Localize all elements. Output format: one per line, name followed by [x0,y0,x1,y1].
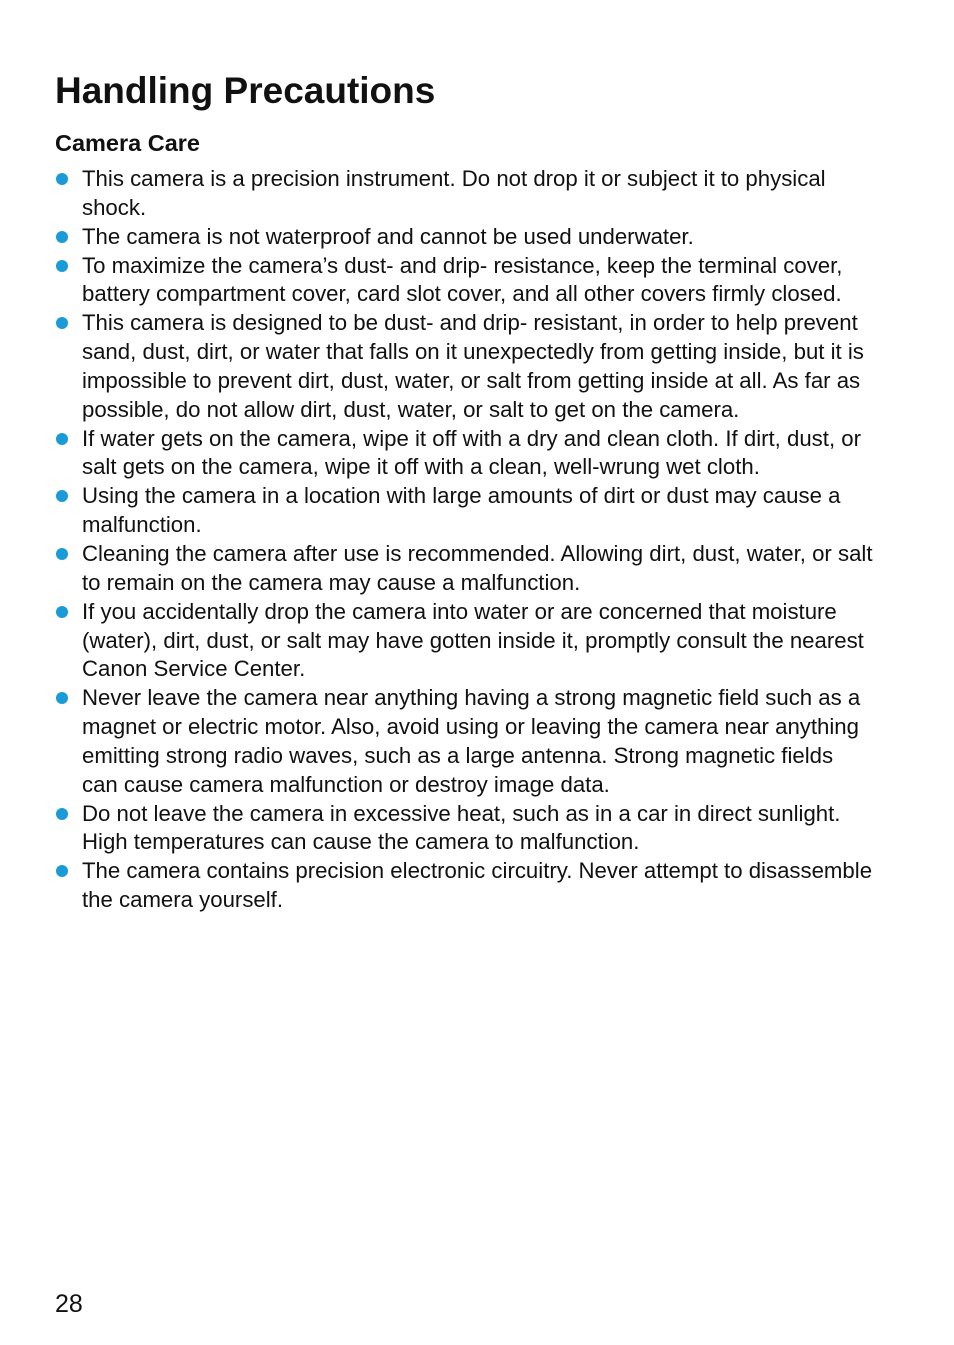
list-item-text: Do not leave the camera in excessive heat, such as in a car in direct sunlight. High temperatures can cause the camera to malfunction. [82,800,841,855]
list-item [55,800,875,858]
list-item [55,598,875,685]
list-item [55,165,875,223]
list-item [55,309,875,424]
bullet-icon [56,231,68,243]
bullet-list [55,165,875,915]
list-item-text: Never leave the camera near anything having a strong magnetic field such as a magnet or electric motor. Also, avoid using or leaving the camera near anything emitting strong radio waves, such as a large antenna. Strong magnetic fields can cause camera malfunction or destroy image data. [82,685,861,797]
list-item-text: This camera is designed to be dust- and drip- resistant, in order to help prevent sand, dust, dirt, or water that falls on it unexpectedly from getting inside, but it is impossible to prevent dirt, dust, water, or salt from getting inside at all. As far as possible, do not allow dirt, dust, water, or salt to get on the camera. [82,310,864,422]
list-item [55,252,875,310]
list-item-text: Cleaning the camera after use is recommended. Allowing dirt, dust, water, or salt to remain on the camera may cause a malfunction. [82,540,873,595]
bullet-icon [56,317,68,329]
bullet-icon [56,808,68,820]
list-item-text: This camera is a precision instrument. Do not drop it or subject it to physical shock. [82,166,826,220]
list-item [55,684,875,799]
list-item-text: If water gets on the camera, wipe it off with a dry and clean cloth. If dirt, dust, or salt gets on the camera, wipe it off with a clean, well-wrung wet cloth. [82,425,861,480]
list-item-text: If you accidentally drop the camera into water or are concerned that moisture (water), dirt, dust, or salt may have gotten inside it, promptly consult the nearest Canon Service Center. [82,598,864,682]
page-number: 28 [55,1290,83,1318]
list-item-text: The camera contains precision electronic circuitry. Never attempt to disassemble the camera yourself. [82,858,873,913]
section-heading: Camera Care [55,130,201,156]
bullet-icon [56,865,68,877]
page-title: Handling Precautions [55,70,436,111]
list-item [55,482,875,540]
list-item [55,425,875,483]
bullet-icon [56,606,68,618]
list-item [55,857,875,915]
bullet-icon [56,548,68,560]
bullet-icon [56,692,68,704]
bullet-icon [56,433,68,445]
list-item [55,223,875,252]
list-item-text: To maximize the camera’s dust- and drip- resistance, keep the terminal cover, battery compartment cover, card slot cover, and all other covers firmly closed. [82,252,843,307]
list-item [55,540,875,598]
bullet-icon [56,260,68,272]
bullet-icon [56,490,68,502]
bullet-icon [56,173,68,185]
list-item-text: The camera is not waterproof and cannot be used underwater. [82,223,694,249]
list-item-text: Using the camera in a location with large amounts of dirt or dust may cause a malfunction. [82,483,841,538]
